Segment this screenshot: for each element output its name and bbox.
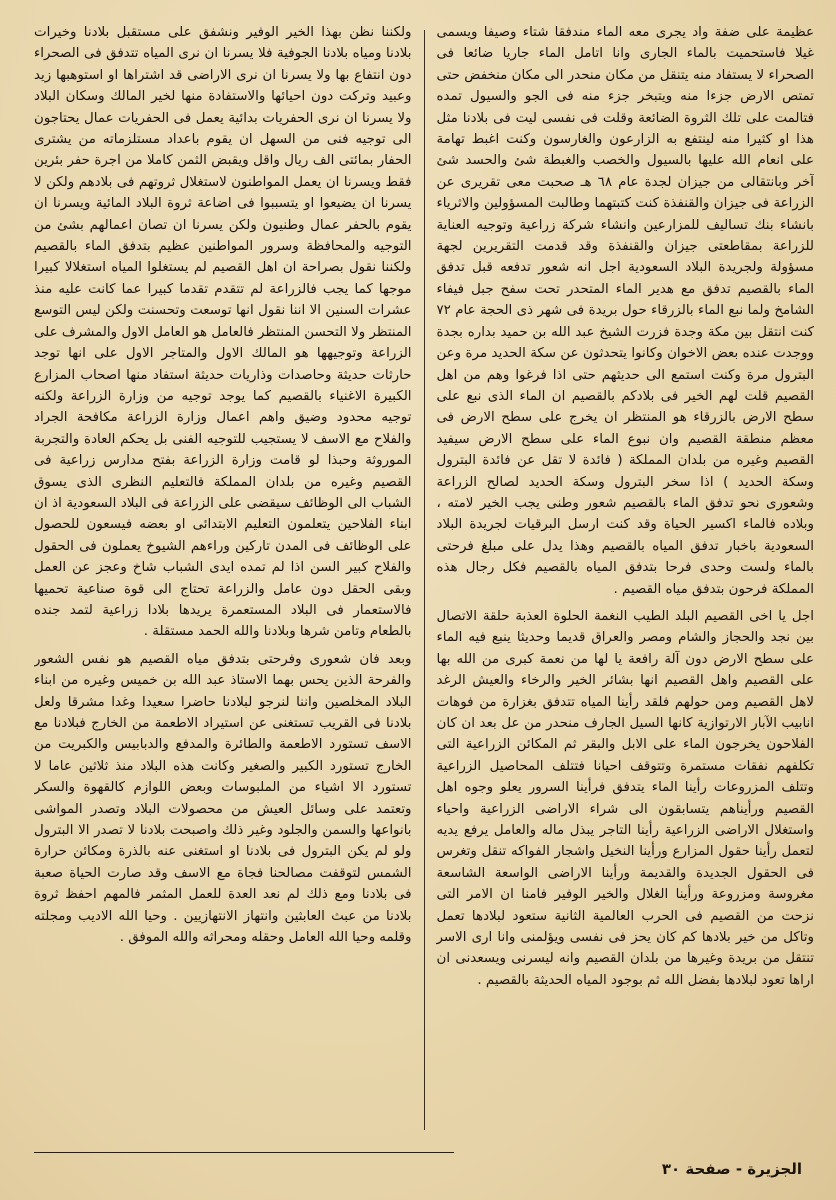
footer-rule <box>34 1152 454 1153</box>
right-column-paragraph-2: اجل يا اخى القصيم البلد الطيب النغمة الحلوة العذبة حلقة الاتصال بين نجد والحجاز والشام ومصر والعراق قديما وحديثا ينبع فيه الماء على سطح الارض دون آلة رافعة يا لها من نعمة كبرى من الله بها على القصيم واهل القصيم انها بشائر الخير والرخاء والعيش الرغد لاهل القصيم ومن حولهم فلقد رأينا المياه تتدفق بغزارة من فوهات انابيب الآبار الارتوازية كانها السيل الجارف منحدر من عل بعد ان كان الفلاحون يخرجون الماء على الابل والبقر ثم المكائن الزراعية التى تكلفهم نفقات مستمرة وتتوقف احيانا فتتلف المحاصيل الزراعية وتتلف المزروعات رأينا الماء يتدفق فرأينا السرور يعلو وجوه اهل القصيم ورأيناهم يتسابقون الى شراء الاراضى الزراعية واحياء واستغلال الاراضى الزراعية رأينا التاجر يبذل ماله والعامل يرفع يديه لتعمل رأينا حقول المزارع ورأينا النخيل واشجار الفواكه تنقل وتغرس فى الحقول الجديدة والقديمة ورأينا الاراضى الواسعة الشاسعة مغروسة ومزروعة ورأينا الغلال والخير الوفير فامنا ان الامر التى نزحت من القصيم فى الحرب العالمية الثانية ستعود لبلادها تعمل وتاكل من خير بلادها كم كان يحز فى نفسى ويؤلمنى وانا ارى الاسر تنتقل من بريدة وغيرها من بلدان القصيم وانه ليسرنى ويسعدنى ان اراها تعود لبلادها بفضل الله ثم بوجود المياه الحديثة بالقصيم . <box>436 608 814 988</box>
column-divider <box>424 30 425 1130</box>
left-column-paragraph-1: ولكننا نظن بهذا الخير الوفير ونشفق على مستقبل بلادنا وخيرات بلادنا ومياه بلادنا الجوفية فلا يسرنا ان نرى المياه تتدفق فى الصحراء دون انتفاع بها ولا يسرنا ان نرى الاراضى قد اشتراها او استوهبها زيد وعبيد وتركت دون احيائها والاستفادة منها لخير المالك وسكان البلاد ولا يسرنا ان نرى الحفريات بدائية يعمل فى الحفريات عمال يحتاجون الى توجيه فنى من السهل ان يقوم باعداد مستلزماته من يشترى الحفار بمائتى الف ريال واقل ويقبض الثمن كاملا من اجرة حفر بئرين فقط ويسرنا ان يعمل المواطنون لاستغلال ثروتهم فى بلادهم ولكن لا يسرنا ان يضيعوا او يتسببوا فى اضاعة ثروة البلاد المائية ويسرنا ان يقوم بالحفر عمال وطنيون ولكن يسرنا ان تصان اعمالهم بشئ من التوجيه والمحافظة وسرور المواطنين عظيم بتدفق الماء بالقصيم ولكننا نقول بصراحة ان اهل القصيم لم يستغلوا المياه استغلالا كبيرا موجها كما يجب فالزراعة لم تتقدم تقدما كبيرا عما كانت عليه منذ عشرات السنين الا اننا نقول انها توسعت وتحسنت ولكن ليس التوسع المنتظر ولا التحسن المنتظر فالعامل هو العامل الاول والمشرف على الزراعة وتوجيهها هو المالك الاول والمتاجر الاول على انها توجد حارثات حديثة وحاصدات وذاريات حديثة استفاد منها اصحاب المزارع الكبيرة الاغنياء بالقصيم كما يوجد توجيه من وزارة الزراعة ولكنه توجيه محدود وضيق واهم اعمال وزارة الزراعة مكافحة الجراد والفلاح مع الاسف لا يستجيب للتوجيه الفنى بل يحكم العادة والتجربة الموروثة وحبذا لو قامت وزارة الزراعة بفتح مدارس زراعية فى القصيم وغيره من بلدان المملكة فالتعليم النظرى الذى يسوق الشباب الى الوظائف سيقضى على الزراعة فى البلاد السعودية اذ ان ابناء الفلاحين يتعلمون التعليم الابتدائى او بعضه فيسعون للحصول على الوظائف فى المدن تاركين وراءهم الشيوخ يعملون فى الحقول والفلاح كبير السن اذا لم تمده ايدى الشباب شاخ وعجز عن العمل وبقى الحقل دون عامل والزراعة تحتاج الى قوة صناعية تحميها فالاستعمار فى البلاد المستعمرة يريدها بلادا زراعية لتمد جنده بالطعام وتامن شرها وبلادنا والله الحمد مستقلة . <box>34 25 412 640</box>
left-column-paragraph-2: وبعد فان شعورى وفرحتى بتدفق مياه القصيم هو نفس الشعور والفرحة الذين يحس بهما الاستاذ عبد الله بن خميس وغيره من ابناء البلاد المخلصين واننا لنرجو لبلادنا حاضرا سعيدا وغدا مشرقا ولعل بلادنا فى القريب تستغنى عن استيراد الاطعمة من الخارج فبلادنا مع الاسف تستورد الاطعمة والطائرة والمدفع والدبابيس والكبريت من الخارج تستورد الكبير والصغير وكانت هذه البلاد منذ ثلاثين عاما لا تستورد الا اشياء من الملبوسات وبعض اللوازم كالقهوة والسكر وتعتمد على وسائل العيش من محصولات البلاد وتصدر المواشى بانواعها والسمن والجلود وغير ذلك واصبحت بلادنا لا تصدر الا البترول ولو لم يكن البترول فى بلادنا او استغنى عنه بالذرة ومكائن حرارة الشمس لتوقفت مصالحنا فجاة مع الاسف وقد صارت الحياة صعبة فى بلادنا ومع ذلك لم نعد العدة للعمل المثمر فالمهم احفظ ثروة بلادنا من عبث العابثين وانتهاز الانتهازيين . وحيا الله الاديب ومجلته وقلمه وحيا الله العامل وحقله ومحراثه والله الموفق . <box>34 651 412 946</box>
left-column <box>34 22 412 1142</box>
article-columns <box>34 22 814 1142</box>
right-column <box>436 22 814 1142</box>
page-footer: الجزيرة - صفحة ٣٠ <box>661 1160 802 1178</box>
right-column-paragraph-1: عظيمة على ضفة واد يجرى معه الماء مندفقا شتاء وصيفا ويسمى غيلا فاستحميت بالماء الجارى وانا اتامل الماء جاريا ضائعا فى الصحراء لا يستفاد منه يتنقل من مكان منحدر الى مكان منخفض حتى تمتص الارض جزءا منه ويتبخر جزء منه فى الجو والسيول تمده فتالمت على تلك الثروة الضائعة وقلت فى نفسى ليت فى بلادنا مثل هذا او كثيرا منه لينتفع به الزارعون والغارسون وكنت اغبط تهامة على انعام الله عليها بالسيول والخصب والغبطة شئ والحسد شئ آخر وبانتقالى من جيزان لجدة عام ٦٨ هـ صحبت معى تقريرى عن الزراعة فى جيزان والقنفذة كنت كتبتهما وطالبت المسؤولين والاثرياء بانشاء بنك تساليف للمزارعين وانشاء شركة زراعية وتوجيه العناية للزراعة بمقاطعتى جيزان والقنفذة وقد قدمت التقريرين لجهة مسؤولة ولجريدة البلاد السعودية اجل انه شعور تدفعه قبل تدفق الماء بالقصيم تدفق مع هدير الماء المتحدر تحت سفح جبل فيفاء الشامخ ولما نبع الماء بالزرقاء حول بريدة فى شهر ذى الحجة عام ٧٢ كنت انتقل بين مكة وجدة فزرت الشيخ عبد الله بن حميد بداره بجدة ووجدت عنده بعض الاخوان وكانوا يتحدثون عن سكة الحديد مرة وعن البترول مرة وكنت استمع الى حديثهم حتى اذا فرغوا وهم من اهل القصيم قلت لهم الخير فى بلادكم بالقصيم ان الماء الذى نبع على سطح الارض بالزرقاء هو المنتظر ان يخرج على سطح الارض فى معظم منطقة القصيم وان نبوع الماء على سطح الارض سيفيد القصيم وغيره من بلدان المملكة ( فائدة لا تقل عن فائدة البترول وسكة الحديد ) اذا سخر البترول وسكة الحديد لصالح الزراعة وشعورى نحو تدفق الماء بالقصيم شعور وطنى يجب الخير لامته ، وبلاده فالماء اكسير الحياة وقد كنت ارسل البرقيات لجريدة البلاد السعودية باخبار تدفق المياه بالقصيم وهذا يدل على مبلغ فرحتى بالماء ولست وحدى فرحا بتدفق المياه بالقصيم فكل رجال هذه المملكة فرحون بتدفق مياه القصيم . <box>436 25 814 597</box>
